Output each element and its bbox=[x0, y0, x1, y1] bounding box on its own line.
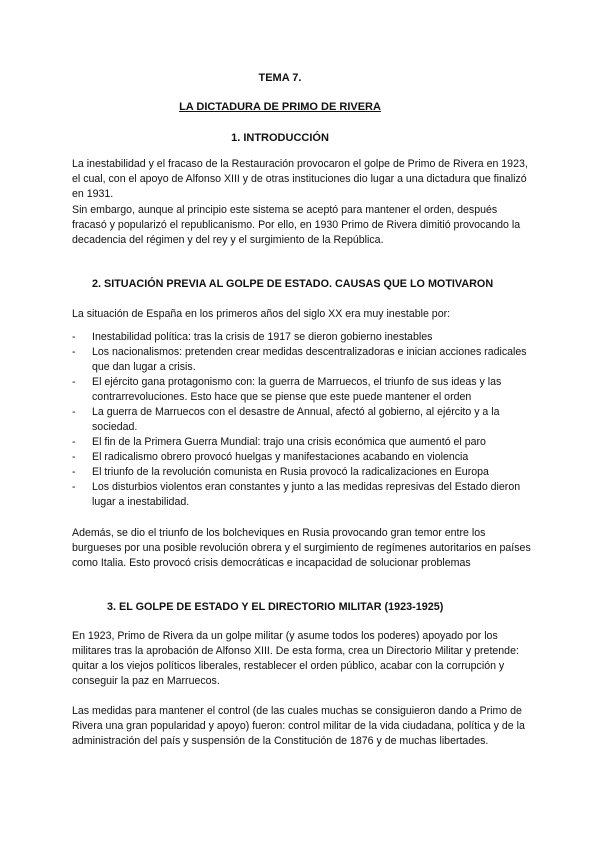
list-item: - Inestabilidad política: tras la crisis de 1917 se dieron gobierno inestables bbox=[72, 331, 433, 343]
section-3-heading: 3. EL GOLPE DE ESTADO Y EL DIRECTORIO MILITAR (1923-1925) bbox=[107, 601, 444, 613]
section-2-heading: 2. SITUACIÓN PREVIA AL GOLPE DE ESTADO. CAUSAS QUE LO MOTIVARON bbox=[92, 278, 494, 290]
section-3-paragraph-1: En 1923, Primo de Rivera da un golpe militar (y asume todos los poderes) apoyado por los militares tras la aprobación de Alfonso XIII. De esta forma, crea un Directorio Militar y pretende: quitar a los viejos políticos liberales, restablecer el orden público, acabar con la corrupción y conseguir la paz en Marruecos. bbox=[72, 630, 519, 687]
section-1-heading: 1. INTRODUCCIÓN bbox=[231, 132, 329, 144]
section-2-intro: La situación de España en los primeros años del siglo XX era muy inestable por: bbox=[72, 308, 451, 320]
list-item: - Los disturbios violentos eran constantes y junto a las medidas represivas del Estado dieron lugar a inestabilidad. bbox=[72, 481, 521, 508]
document-title: LA DICTADURA DE PRIMO DE RIVERA bbox=[179, 101, 381, 113]
section-2-closing: Además, se dio el triunfo de los bolcheviques en Rusia provocando gran temor entre los burgueses por una posible revolución obrera y el surgimiento de regímenes autoritarios en países como Italia. Esto provocó crisis democráticas e incapacidad de solucionar problemas bbox=[72, 527, 531, 569]
list-item: - La guerra de Marruecos con el desastre de Annual, afectó al gobierno, al ejército y a la sociedad. bbox=[72, 406, 500, 433]
list-item: - El ejército gana protagonismo con: la guerra de Marruecos, el triunfo de sus ideas y las contrarrevoluciones. Esto hace que se piense que este puede mantener el orden bbox=[72, 376, 502, 403]
list-item: - El triunfo de la revolución comunista en Rusia provocó la radicalizaciones en Europa bbox=[72, 466, 489, 478]
section-1-paragraph-1: La inestabilidad y el fracaso de la Restauración provocaron el golpe de Primo de Rivera en 1923, el cual, con el apoyo de Alfonso XIII y de otras instituciones dio lugar a una dictadura que finalizó en 1931. bbox=[72, 158, 528, 200]
section-1-paragraph-2: Sin embargo, aunque al principio este sistema se aceptó para mantener el orden, después fracasó y popularizó el republicanismo. Por ello, en 1930 Primo de Rivera dimitió provocando la decadencia del régimen y del rey y el surgimiento de la República. bbox=[72, 204, 521, 246]
list-item: - Los nacionalismos: pretenden crear medidas descentralizadoras e inician acciones radicales que dan lugar a crisis. bbox=[72, 346, 527, 373]
section-3-paragraph-2: Las medidas para mantener el control (de las cuales muchas se consiguieron dando a Primo de Rivera una gran popularidad y apoyo) fueron: control militar de la vida ciudadana, política y de la administración del país y suspensión de la Constitución de 1876 y de muchas libertades. bbox=[72, 705, 525, 747]
causes-list bbox=[72, 330, 532, 510]
list-item: - El fin de la Primera Guerra Mundial: trajo una crisis económica que aumentó el paro bbox=[72, 436, 486, 448]
list-item: - El radicalismo obrero provocó huelgas y manifestaciones acabando en violencia bbox=[72, 451, 469, 463]
tema-label: TEMA 7. bbox=[258, 72, 302, 84]
